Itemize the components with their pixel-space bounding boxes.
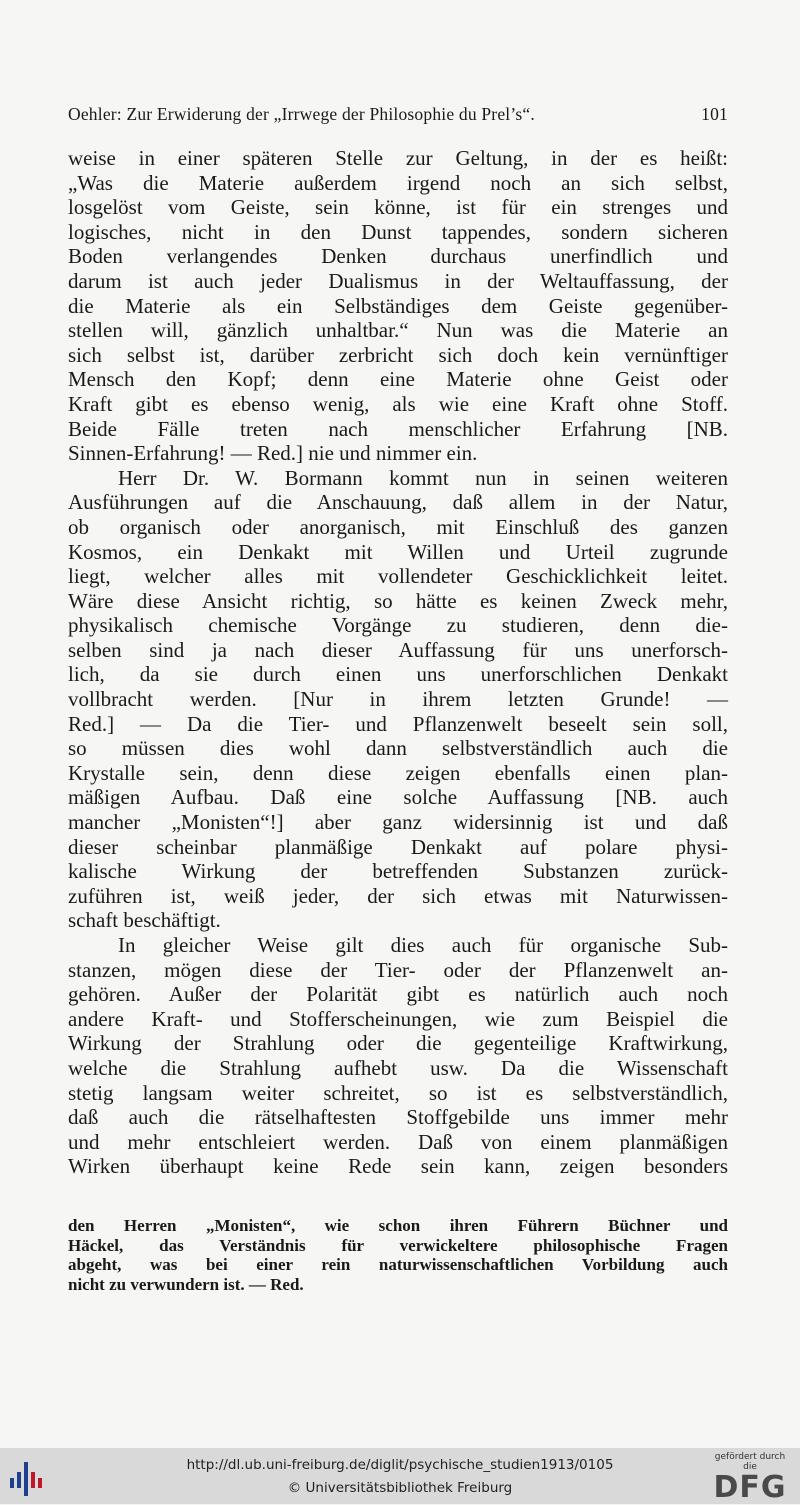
text-line: Herr Dr. W. Bormann kommt nun in seinen weiteren [118,465,728,490]
text-line: welche die Strahlung aufhebt usw. Da die Wissenschaft [68,1055,728,1080]
page-number: 101 [701,104,728,124]
text-line: Sinnen-Erfahrung! — Red.] nie und nimmer ein. [68,441,478,466]
text-line: Wäre diese Ansicht richtig, so hätte es keinen Zweck mehr, [68,588,728,613]
footnote-line: nicht zu verwundern ist. — Red. [68,1274,304,1294]
text-line: Kraft gibt es ebenso wenig, als wie eine Kraft ohne Stoff. [68,391,728,416]
text-line: die Materie als ein Selbständiges dem Geiste gegenüber- [68,293,728,318]
text-line: kalische Wirkung der betreffenden Substanzen zurück- [68,859,728,884]
text-line: gehören. Außer der Polarität gibt es natürlich auch noch [68,982,728,1007]
text-line: Boden verlangendes Denken durchaus unerfindlich und [68,244,728,269]
text-line: daß auch die rätselhaftesten Stoffgebilde uns immer mehr [68,1105,728,1130]
footnote-line: Häckel, das Verständnis für verwickeltere philosophische Fragen [68,1235,728,1255]
source-url-link[interactable]: http://dl.ub.uni-freiburg.de/diglit/psychische_studien1913/0105 [186,1457,614,1473]
copyright-text: © Universitätsbibliothek Freiburg [287,1480,513,1496]
text-line: Beide Fälle treten nach menschlicher Erfahrung [NB. [68,416,728,441]
dfg-logo [708,1452,792,1504]
footnote-line: abgeht, was bei einer rein naturwissenschaftlichen Vorbildung auch [68,1255,728,1274]
text-line: stanzen, mögen diese der Tier- oder der Pflanzenwelt an- [68,957,728,982]
text-line: ob organisch oder anorganisch, mit Einschluß des ganzen [68,514,728,539]
text-line: mäßigen Aufbau. Daß eine solche Auffassung [NB. auch [68,785,728,810]
text-line: zuführen ist, weiß jeder, der sich etwas mit Naturwissen- [68,883,728,908]
text-line: Kosmos, ein Denkakt mit Willen und Urteil zugrunde [68,539,728,564]
text-line: so müssen dies wohl dann selbstverständlich auch die [68,736,728,761]
text-line: stetig langsam weiter schreitet, so ist es selbstverständlich, [68,1080,728,1105]
text-line: stellen will, gänzlich unhaltbar.“ Nun was die Materie an [68,318,728,343]
text-line: mancher „Monisten“!] aber ganz widersinnig ist und daß [68,810,728,835]
text-line: Wirkung der Strahlung oder die gegenteilige Kraftwirkung, [68,1031,728,1056]
text-line: Red.] — Da die Tier- und Pflanzenwelt beseelt sein soll, [68,711,728,736]
footnote [68,1216,728,1294]
text-line: „Was die Materie außerdem irgend noch an sich selbst, [68,170,728,195]
viewer-footer [0,1448,800,1504]
text-line: Mensch den Kopf; denn eine Materie ohne Geist oder [68,367,728,392]
text-line: Wirken überhaupt keine Rede sein kann, zeigen besonders [68,1154,728,1179]
running-header [68,104,728,125]
text-line: physikalisch chemische Vorgänge zu studieren, denn die- [68,613,728,638]
text-line: dieser scheinbar planmäßige Denkakt auf polare physi- [68,834,728,859]
text-line: andere Kraft- und Stofferscheinungen, wie zum Beispiel die [68,1006,728,1031]
footnote-line: den Herren „Monisten“, wie schon ihren Führern Büchner und [68,1216,728,1235]
text-line: liegt, welcher alles mit vollendeter Geschicklichkeit leitet. [68,564,728,589]
main-text [68,146,728,1179]
text-line: schaft beschäftigt. [68,908,221,933]
funding-note: gefördert durch die [714,1452,786,1472]
text-line: lich, da sie durch einen uns unerforschlichen Denkakt [68,662,728,687]
text-line: selben sind ja nach dieser Auffassung für uns unerforsch- [68,637,728,662]
text-line: und mehr entschleiert werden. Daß von einem planmäßigen [68,1129,728,1154]
text-line: darum ist auch jeder Dualismus in der Weltauffassung, der [68,268,728,293]
text-line: weise in einer späteren Stelle zur Geltung, in der es heißt: [68,146,728,170]
text-line: Krystalle sein, denn diese zeigen ebenfalls einen plan- [68,760,728,785]
text-line: vollbracht werden. [Nur in ihrem letzten Grunde! — [68,687,728,712]
text-line: Ausführungen auf die Anschauung, daß allem in der Natur, [68,490,728,515]
running-title: Oehler: Zur Erwiderung der „Irrwege der Philosophie du Prel’s“. [68,104,535,124]
text-line: sich selbst ist, darüber zerbricht sich doch kein vernünftiger [68,342,728,367]
text-line: In gleicher Weise gilt dies auch für organische Sub- [118,933,728,957]
text-line: logisches, nicht in den Dunst tappendes, sondern sicheren [68,219,728,244]
text-line: losgelöst vom Geiste, sein könne, ist für ein strenges und [68,195,728,220]
dfg-wordmark: DFG [713,1470,787,1505]
